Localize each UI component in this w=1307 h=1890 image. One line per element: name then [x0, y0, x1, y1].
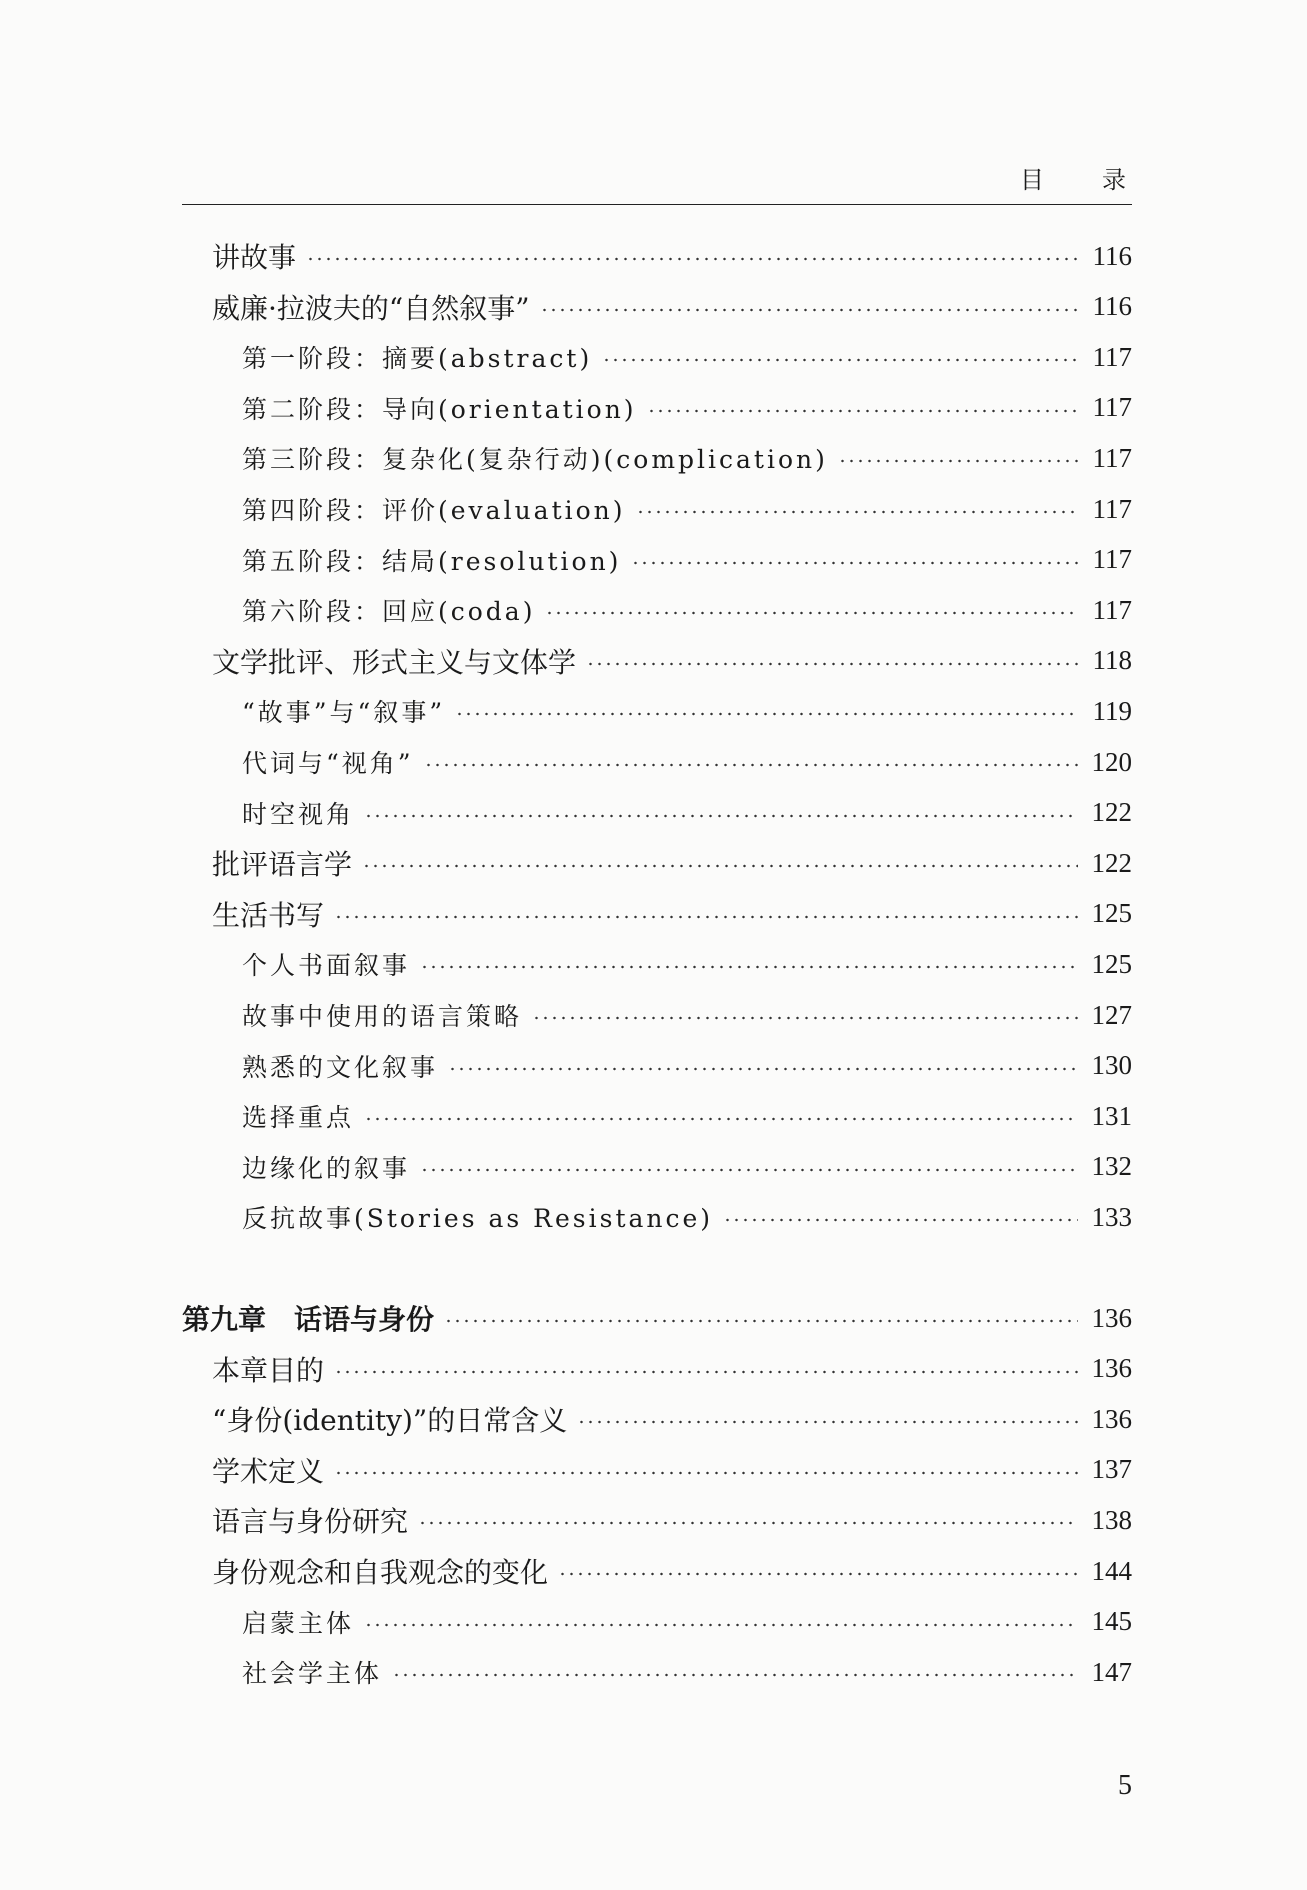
- toc-entry: [0, 1046, 1307, 1086]
- toc-entry: [0, 1096, 1307, 1136]
- dot-leader: [364, 1623, 1078, 1627]
- toc-entry-title: 语言与身份研究: [212, 1505, 409, 1539]
- toc-entry-page: 117: [1092, 442, 1132, 473]
- toc-entry-title: 第四阶段：评价(evaluation): [242, 496, 626, 525]
- toc-entry-page: 127: [1091, 999, 1132, 1030]
- dot-leader: [586, 662, 1078, 666]
- toc-entry-line: [242, 1098, 1132, 1134]
- toc-entry-title: “故事”与“叙事”: [242, 698, 446, 728]
- running-head-char: 目: [1020, 166, 1044, 194]
- toc-entry: [0, 489, 1307, 529]
- toc-entry-page: 122: [1091, 797, 1132, 828]
- toc-entry-title: 学术定义: [212, 1454, 325, 1488]
- toc-entry: [0, 590, 1307, 630]
- toc-entry-line: [242, 795, 1132, 831]
- toc-entry-line: [242, 744, 1132, 780]
- toc-entry-title: 故事中使用的语言策略: [242, 1002, 523, 1031]
- toc-entry-page: 117: [1092, 341, 1132, 372]
- dot-leader: [532, 1016, 1078, 1020]
- toc-entry-line: [212, 1500, 1132, 1540]
- toc-entry-page: 116: [1092, 240, 1132, 271]
- toc-entry-line: [242, 997, 1132, 1033]
- toc-entry-title: 熟悉的文化叙事: [242, 1052, 439, 1082]
- toc-entry: [0, 1602, 1307, 1642]
- dot-leader: [647, 409, 1078, 413]
- toc-entry-line: [242, 491, 1132, 527]
- dot-leader: [334, 915, 1078, 919]
- toc-entry-title: 第五阶段：结局(resolution): [242, 546, 622, 576]
- toc-entry: [0, 540, 1307, 580]
- toc-entry-line: [212, 1349, 1132, 1389]
- toc-entry-line: [242, 693, 1132, 729]
- toc-entry-page: 130: [1091, 1050, 1132, 1081]
- toc-entry-line: [212, 1450, 1132, 1490]
- toc-entry-title: 本章目的: [212, 1353, 325, 1387]
- page-number: 5: [1118, 1770, 1132, 1801]
- toc-entry: [0, 388, 1307, 428]
- running-head: [182, 160, 1132, 195]
- toc-entry-page: 132: [1091, 1151, 1132, 1182]
- toc-entry-line: [242, 1149, 1132, 1185]
- running-head-char: 录: [1102, 166, 1126, 194]
- dot-leader: [631, 561, 1078, 565]
- dot-leader: [334, 1471, 1078, 1475]
- dot-leader: [364, 814, 1078, 818]
- toc-entry-page: 136: [1091, 1353, 1132, 1384]
- dot-leader: [540, 308, 1078, 312]
- toc-entry-line: [182, 1298, 1132, 1338]
- toc-entry-title: 第三阶段：复杂化(复杂行动)(complication): [242, 445, 828, 475]
- toc-entry-line: [212, 1551, 1132, 1591]
- toc-entry-line: [212, 287, 1132, 327]
- toc-entry: [0, 1197, 1307, 1237]
- toc-entry-page: 116: [1092, 291, 1132, 322]
- dot-leader: [362, 864, 1078, 868]
- toc-entry-title: 选择重点: [242, 1103, 355, 1133]
- toc-entry-title: “身份(identity)”的日常含义: [212, 1404, 568, 1438]
- toc-entry-page: 145: [1091, 1606, 1132, 1637]
- dot-leader: [545, 611, 1078, 615]
- toc-entry: [0, 236, 1307, 276]
- toc-entry-title: 个人书面叙事: [242, 951, 411, 981]
- toc-entry: [0, 1147, 1307, 1187]
- toc-entry-title: 第一阶段：摘要(abstract): [242, 344, 593, 374]
- toc-entry-page: 117: [1092, 392, 1132, 423]
- toc-entry-title: 威廉·拉波夫的“自然叙事”: [212, 291, 530, 325]
- dot-leader: [577, 1420, 1078, 1424]
- toc-entry: [0, 1450, 1307, 1490]
- toc-entry-page: 118: [1092, 645, 1132, 676]
- toc-entry-line: [242, 1199, 1132, 1235]
- toc-entry-page: 117: [1092, 493, 1132, 524]
- toc-entry-line: [242, 592, 1132, 628]
- dot-leader: [838, 459, 1078, 463]
- toc-entry-page: 119: [1092, 695, 1132, 726]
- toc-entry-line: [242, 946, 1132, 982]
- toc-entry: [0, 287, 1307, 327]
- toc-entry: [0, 1551, 1307, 1591]
- toc-entry-page: 117: [1092, 594, 1132, 625]
- toc-entry-page: 137: [1091, 1454, 1132, 1485]
- toc-entry-line: [212, 236, 1132, 276]
- toc-entry-title: 批评语言学: [212, 848, 353, 882]
- toc-entry-page: 138: [1091, 1504, 1132, 1535]
- toc-entry-title: 讲故事: [212, 241, 297, 274]
- toc-entry: [0, 337, 1307, 377]
- toc-entry: [0, 843, 1307, 883]
- dot-leader: [420, 1168, 1078, 1172]
- header-rule: [182, 204, 1132, 205]
- dot-leader: [334, 1370, 1078, 1374]
- dot-leader: [420, 965, 1078, 969]
- dot-leader: [444, 1319, 1078, 1323]
- toc-entry-line: [242, 339, 1132, 375]
- toc-entry-title: 文学批评、形式主义与文体学: [212, 645, 577, 679]
- toc-entry-line: [212, 1399, 1132, 1439]
- toc-entry-page: 131: [1091, 1100, 1132, 1131]
- dot-leader: [636, 510, 1078, 514]
- toc-entry-title: 反抗故事(Stories as Resistance): [242, 1204, 714, 1234]
- toc-entry-page: 117: [1092, 544, 1132, 575]
- chapter-heading-entry: [0, 1298, 1307, 1338]
- toc-entry-line: [242, 542, 1132, 578]
- toc-entry-title: 代词与“视角”: [242, 749, 414, 778]
- toc-entry: [0, 793, 1307, 833]
- toc-entry-page: 136: [1091, 1403, 1132, 1434]
- toc-entry: [0, 1399, 1307, 1439]
- toc-entry-page: 120: [1091, 746, 1132, 777]
- toc-entry: [0, 641, 1307, 681]
- toc-entry-line: [242, 1048, 1132, 1084]
- toc-entry: [0, 944, 1307, 984]
- toc-entry: [0, 894, 1307, 934]
- toc-entry-line: [242, 1654, 1132, 1690]
- dot-leader: [418, 1521, 1078, 1525]
- toc-entry-title: 社会学主体: [242, 1659, 383, 1689]
- toc-entry: [0, 1652, 1307, 1692]
- toc-entry-line: [212, 894, 1132, 934]
- toc-entry-title: 边缘化的叙事: [242, 1153, 411, 1183]
- dot-leader: [448, 1067, 1078, 1071]
- dot-leader: [424, 763, 1078, 767]
- dot-leader: [558, 1572, 1078, 1576]
- toc-entry: [0, 1349, 1307, 1389]
- toc-entry-title: 第六阶段：回应(coda): [242, 597, 536, 627]
- dot-leader: [602, 358, 1078, 362]
- toc-entry-line: [212, 843, 1132, 883]
- toc-entry-line: [242, 440, 1132, 476]
- toc-entry-title: 启蒙主体: [242, 1608, 355, 1638]
- toc-entry-page: 147: [1091, 1656, 1132, 1687]
- toc-entry: [0, 691, 1307, 731]
- toc-entry-line: [242, 390, 1132, 426]
- toc-entry-page: 133: [1091, 1201, 1132, 1232]
- toc-entry-title: 第二阶段：导向(orientation): [242, 394, 637, 424]
- toc-entry-page: 144: [1091, 1555, 1132, 1586]
- toc-entry-title: 身份观念和自我观念的变化: [212, 1556, 549, 1589]
- dot-leader: [306, 257, 1078, 261]
- dot-leader: [455, 712, 1078, 716]
- toc-entry-line: [242, 1604, 1132, 1640]
- toc-entry-page: 125: [1091, 898, 1132, 929]
- toc-entry: [0, 1500, 1307, 1540]
- dot-leader: [723, 1218, 1078, 1222]
- toc-entry: [0, 742, 1307, 782]
- toc-entry: [0, 995, 1307, 1035]
- toc-entry-title: 第九章 话语与身份: [182, 1303, 435, 1336]
- toc-entry: [0, 438, 1307, 478]
- toc-entry-line: [212, 641, 1132, 681]
- toc-entry-title: 生活书写: [212, 898, 325, 932]
- toc-entry-page: 125: [1091, 948, 1132, 979]
- dot-leader: [364, 1117, 1078, 1121]
- dot-leader: [392, 1673, 1078, 1677]
- toc-entry-title: 时空视角: [242, 799, 355, 829]
- toc-entry-page: 136: [1091, 1302, 1132, 1333]
- toc-entry-page: 122: [1091, 847, 1132, 878]
